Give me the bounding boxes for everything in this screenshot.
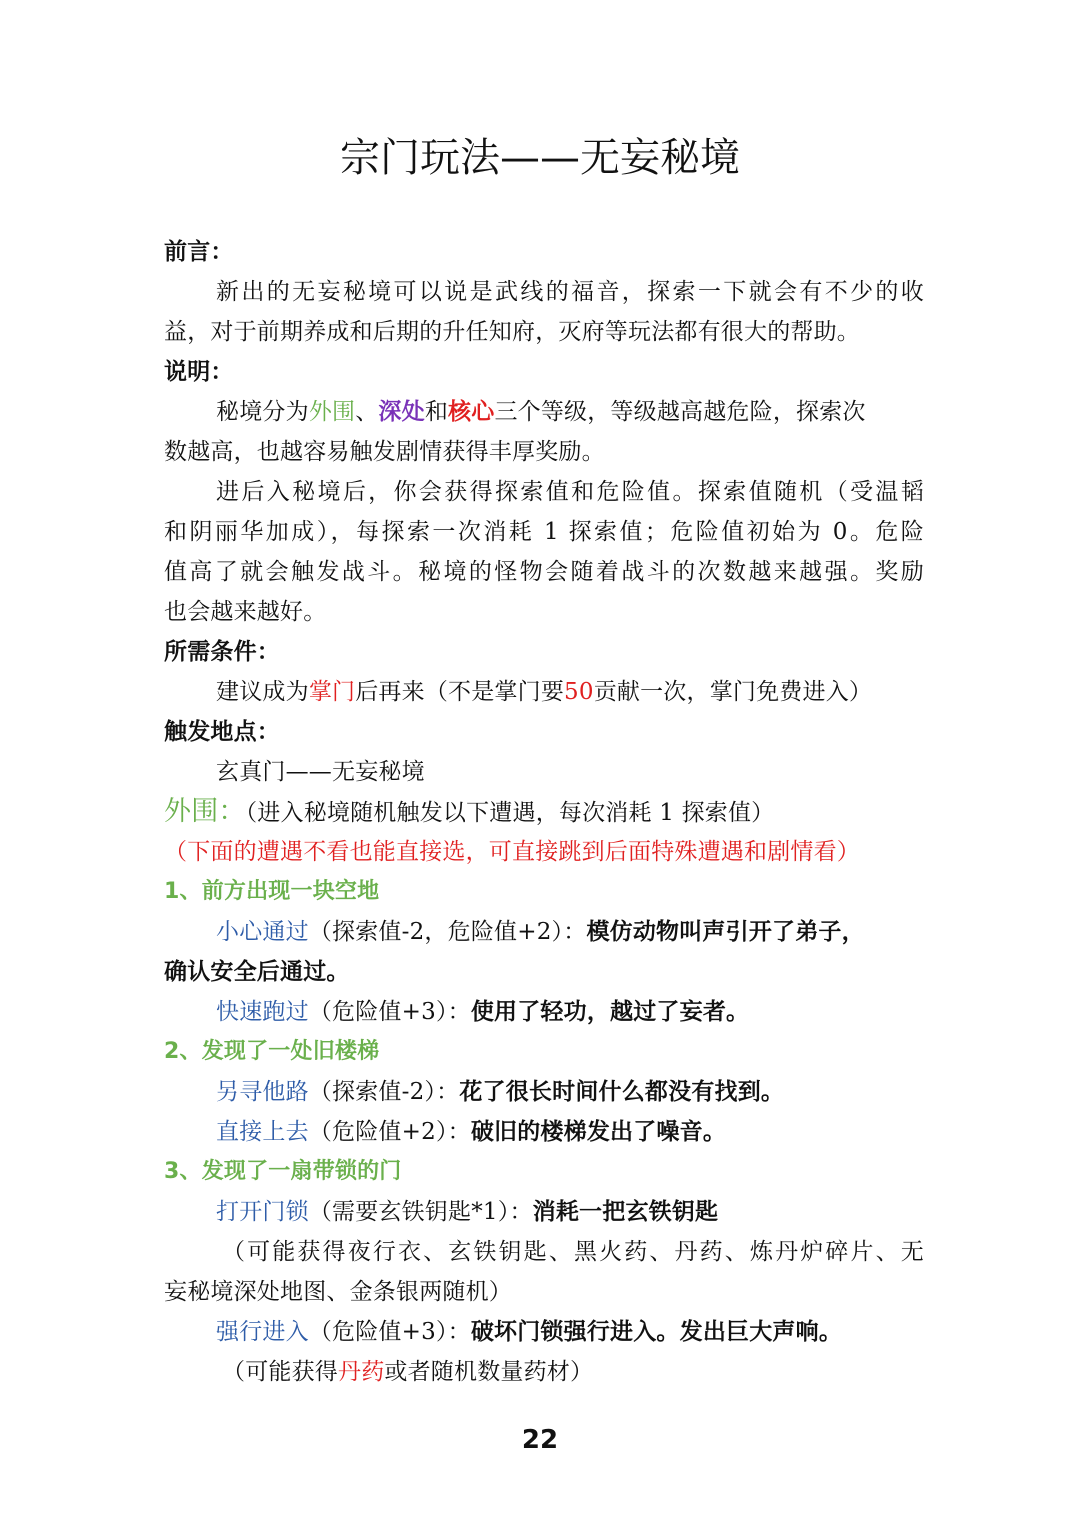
option-cost: （探索值-2）： (308, 1079, 460, 1105)
option-cost: （危险值+3）： (308, 999, 471, 1025)
option-cost: （危险值+3）： (308, 1319, 471, 1345)
requirement-text: 后再来（不是掌门要 (355, 679, 565, 705)
option-result-cont: 确认安全后通过。 (164, 959, 350, 985)
event-option (164, 992, 924, 1032)
option-note: （可能获得夜行衣、玄铁钥匙、黑火药、丹药、炼丹炉碎片、无 (222, 1239, 924, 1265)
option-name: 打开门锁 (216, 1199, 309, 1225)
event-option (164, 1312, 924, 1352)
option-result: 模仿动物叫声引开了弟子， (586, 919, 865, 945)
preface-line-1: 新出的无妄秘境可以说是武线的福音，探索一下就会有不少的收 (216, 279, 924, 305)
option-result: 破旧的楼梯发出了噪音。 (470, 1119, 727, 1145)
level-core: 核心 (448, 399, 495, 425)
preface-heading: 前言： (164, 239, 234, 265)
level-deep: 深处 (378, 399, 425, 425)
event-title-3: 3、发现了一扇带锁的门 (164, 1159, 402, 1184)
page-number: 22 (521, 1425, 559, 1455)
option-name: 小心通过 (216, 919, 309, 945)
explain-text: 三个等级，等级越高越危险，探索次 (494, 399, 866, 425)
outer-label: 外围： (164, 796, 246, 827)
location-heading: 触发地点： (164, 719, 280, 745)
cost-highlight: 50 (564, 679, 594, 705)
explain-heading: 说明： (164, 359, 234, 385)
option-result: 破坏门锁强行进入。发出巨大声响。 (470, 1319, 843, 1345)
outer-note: （下面的遭遇不看也能直接选，可直接跳到后面特殊遭遇和剧情看） (164, 839, 860, 865)
document-body (164, 232, 924, 1392)
separator: 、 (355, 399, 379, 425)
event-option (164, 912, 924, 952)
event-option (164, 1192, 924, 1232)
option-result: 使用了轻功，越过了妄者。 (470, 999, 750, 1025)
explain-line-5: 值高了就会触发战斗。秘境的怪物会随着战斗的次数越来越强。奖励 (164, 559, 924, 585)
event-option (164, 1072, 924, 1112)
explain-line-4: 和阴丽华加成），每探索一次消耗 1 探索值；危险值初始为 0。危险 (164, 519, 924, 545)
explain-line-6: 也会越来越好。 (164, 599, 327, 625)
option-name: 另寻他路 (216, 1079, 309, 1105)
option-name: 快速跑过 (216, 999, 309, 1025)
location-value: 玄真门——无妄秘境 (216, 759, 425, 785)
note-text: （可能获得 (222, 1359, 338, 1385)
option-result: 消耗一把玄铁钥匙 (532, 1199, 719, 1225)
explain-line-2: 数越高，也越容易触发剧情获得丰厚奖励。 (164, 439, 605, 465)
event-option (164, 1112, 924, 1152)
preface-line-2: 益，对于前期养成和后期的升任知府，灭府等玩法都有很大的帮助。 (164, 319, 860, 345)
note-highlight: 丹药 (338, 1359, 385, 1385)
option-note-cont: 妄秘境深处地图、金条银两随机） (164, 1279, 512, 1305)
conjunction: 和 (424, 399, 449, 425)
event-title-1: 1、前方出现一块空地 (164, 879, 380, 904)
option-cost: （需要玄铁钥匙*1）： (308, 1199, 533, 1225)
option-name: 强行进入 (216, 1319, 309, 1345)
explain-line-3: 进后入秘境后，你会获得探索值和危险值。探索值随机（受温韬 (216, 479, 924, 505)
outer-section-line (164, 792, 924, 832)
page-title: 宗门玩法——无妄秘境 (340, 135, 740, 181)
note-text: 或者随机数量药材） (384, 1359, 594, 1385)
outer-desc: （进入秘境随机触发以下遭遇，每次消耗 1 探索值） (245, 800, 775, 826)
option-result: 花了很长时间什么都没有找到。 (459, 1079, 785, 1105)
requirement-line (164, 672, 924, 712)
requirement-text: 建议成为 (216, 679, 309, 705)
level-outer: 外围 (308, 399, 356, 425)
sect-leader-highlight: 掌门 (308, 679, 356, 705)
option-note (164, 1352, 924, 1392)
explain-line-1 (164, 392, 924, 432)
option-cost: （危险值+2）： (308, 1119, 471, 1145)
event-title-2: 2、发现了一处旧楼梯 (164, 1039, 380, 1064)
requirement-text: 贡献一次，掌门免费进入） (593, 679, 873, 705)
option-name: 直接上去 (216, 1119, 309, 1145)
explain-text: 秘境分为 (216, 399, 309, 425)
option-cost: （探索值-2，危险值+2）： (308, 919, 587, 945)
requirement-heading: 所需条件： (164, 639, 280, 665)
